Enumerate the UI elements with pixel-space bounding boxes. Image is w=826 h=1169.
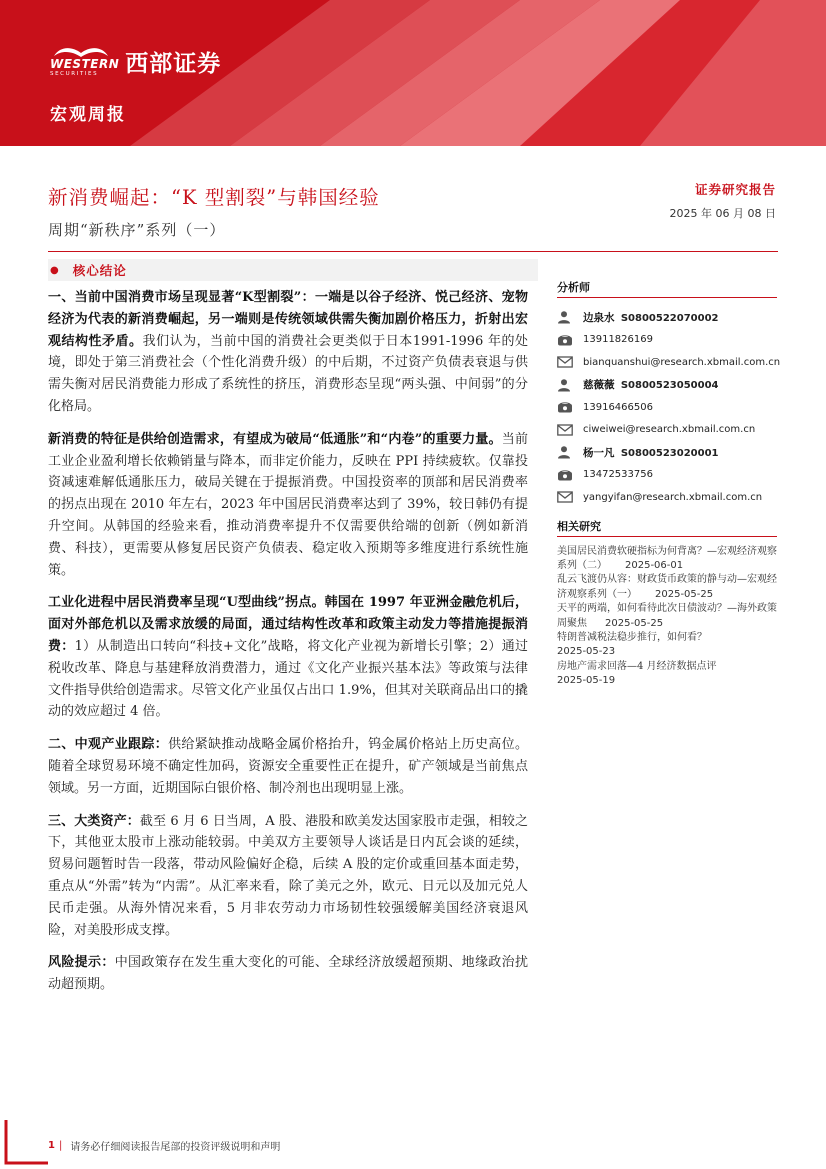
corner-bracket-decoration: [0, 1120, 48, 1169]
paragraph-3: [48, 592, 528, 723]
person-icon: [557, 309, 577, 325]
related-date: 2025-05-25: [605, 617, 664, 629]
analyst-phone-row: [557, 329, 777, 352]
analyst-email-row: [557, 351, 781, 374]
core-conclusion-title: 核心结论: [72, 263, 127, 278]
related-date: 2025-06-01: [625, 559, 684, 571]
analyst-name: 慈薇薇: [583, 379, 615, 392]
phone-icon: [557, 399, 577, 415]
related-title[interactable]: 天平的两端，如何看待此次日债波动？—海外政策周聚焦: [557, 603, 777, 629]
related-heading: 相关研究: [557, 517, 777, 537]
related-item[interactable]: [557, 573, 777, 602]
envelope-icon: [557, 354, 577, 370]
paragraph-4-text: 供给紧缺推动战略金属价格抬升，钨金属价格站上历史高位。随着全球贸易环境不确定性加码，资源安全重要性正在提升，矿产领域是当前焦点领域。另一方面，近期国际白银价格、制冷剂也出现明显上涨。: [48, 737, 528, 796]
core-conclusion-header: [48, 259, 538, 281]
analyst-phone-row: [557, 464, 777, 487]
logo-cn: 西部证券: [125, 50, 222, 77]
related-title[interactable]: 乱云飞渡仍从容：财政货币政策的静与动—宏观经济观察系列（一）: [557, 574, 777, 600]
bull-horns-icon: [50, 44, 112, 58]
logo-en-bottom: SECURITIES: [50, 71, 99, 77]
logo-en-top: WESTERN: [50, 57, 120, 71]
analyst-name-row: [557, 374, 777, 397]
risk-text: 中国政策存在发生重大变化的可能、全球经济放缓超预期、地缘政治扰动超预期。: [48, 955, 528, 993]
analyst-heading: 分析师: [557, 278, 777, 298]
envelope-icon: [557, 422, 577, 438]
report-type: 宏观周报: [50, 105, 126, 125]
analyst-name-row: [557, 441, 777, 464]
related-date: 2025-05-19: [557, 675, 616, 687]
analyst-email[interactable]: ciweiwei@research.xbmail.com.cn: [583, 424, 756, 436]
doc-type-label: 证券研究报告: [694, 182, 776, 197]
analyst-email-row: [557, 419, 777, 442]
analyst-cert: S0800523020001: [620, 447, 719, 459]
paragraph-2: [48, 429, 528, 582]
person-icon: [557, 377, 577, 393]
analyst-cert: S0800522070002: [620, 312, 719, 324]
analyst-phone: 13472533756: [583, 469, 653, 481]
analyst-phone-row: [557, 396, 777, 419]
brand-logo: [50, 44, 221, 78]
analyst-phone: 13916466506: [583, 401, 653, 413]
analyst-email[interactable]: yangyifan@research.xbmail.com.cn: [583, 491, 763, 503]
bullet-icon: ●: [50, 264, 59, 276]
page-title: 新消费崛起：“K 型割裂”与韩国经验: [48, 186, 380, 209]
related-title[interactable]: 美国居民消费软硬指标为何背离？—宏观经济观察系列（二）: [557, 545, 777, 571]
related-item[interactable]: [557, 545, 777, 574]
page-subtitle: 周期“新秩序”系列（一）: [48, 221, 226, 239]
analyst-cert: S0800523050004: [620, 380, 719, 392]
related-date: 2025-05-23: [557, 646, 616, 658]
related-item[interactable]: [557, 631, 777, 660]
sidebar: [557, 278, 781, 689]
title-divider: [48, 251, 778, 252]
related-title[interactable]: 房地产需求回落—4 月经济数据点评: [557, 660, 717, 672]
footer-notice: 请务必仔细阅读报告尾部的投资评级说明和声明: [70, 1142, 281, 1153]
analyst-email-row: [557, 486, 777, 509]
paragraph-5-text: 截至 6 月 6 日当周，A 股、港股和欧美发达国家股市走强，相较之下，其他亚太股市上涨动能较弱。中美双方主要领导人谈话是日内瓦会谈的延续，贸易问题暂时告一段落，带动风险偏好企稳，后续 A 股的定价或重回基本面走势，重点从“外需”转为“内需”。从汇率来看，除了美元之外，欧元、日元以及加元兑人民币走强。从海外情况来看，5 月非农劳动力市场韧性较强缓解美国经济衰退风险，对美股形成支撑。: [48, 813, 528, 938]
related-item[interactable]: [557, 602, 777, 631]
phone-icon: [557, 332, 577, 348]
paragraph-1: [48, 287, 528, 418]
report-date: 2025 年 06 月 08 日: [669, 207, 776, 220]
paragraph-1-lead: 一、当前中国消费市场呈现显著“K型割裂”：一端是以谷子经济、悦己经济、宠物经济为代表的新消费崛起，另一端则是传统领域供需失衡加剧价格压力，折射出宏观结构性矛盾。: [48, 290, 528, 349]
person-icon: [557, 444, 577, 460]
related-item[interactable]: [557, 660, 777, 689]
paragraph-4: [48, 734, 528, 799]
main-body: [48, 287, 528, 1007]
paragraph-risk: [48, 952, 528, 996]
risk-lead: 风险提示：: [48, 955, 115, 971]
paragraph-2-lead: 新消费的特征是供给创造需求，有望成为破局“低通胀”和“内卷”的重要力量。: [48, 431, 502, 447]
paragraph-3-lead: 工业化进程中居民消费率呈现“U型曲线”拐点。韩国在 1997 年亚洲金融危机后，面对外部危机以及需求放缓的局面，通过结构性改革和政策主动发力等措施提振消费：: [48, 595, 528, 654]
analyst-phone: 13911826169: [583, 334, 653, 346]
page-number: 1: [48, 1140, 55, 1151]
analyst-name-row: [557, 306, 777, 329]
paragraph-3-text: 1）从制造出口转向“科技+文化”战略，将文化产业视为新增长引擎；2）通过税收改革、降息与基建释放消费潜力，通过《文化产业振兴基本法》等政策与法律文件指导供给创造需求。尽管文化产业虽仅占出口 1.9%，但其对关联商品出口的撬动的效应超过 4 倍。: [48, 638, 528, 720]
paragraph-2-text: 当前工业企业盈利增长依赖销量与降本，而非定价能力，反映在 PPI 持续疲软。仅靠投资减速难解低通胀压力，破局关键在于提振消费。中国投资率的顶部和居民消费率的拐点出现在 2010 年左右，2023 年中国居民消费率达到了 39%，较日韩仍有提升空间。从韩国的经验来看，推动消费率提升不仅需要供给端的创新（例如新消费、科技），更需要从修复居民资产负债表、稳定收入预期等多维度进行系统性施策。: [48, 431, 528, 578]
paragraph-4-lead: 二、中观产业跟踪：: [48, 737, 169, 753]
envelope-icon: [557, 489, 577, 505]
paragraph-5-lead: 三、大类资产：: [48, 813, 140, 829]
analyst-email[interactable]: bianquanshui@research.xbmail.com.cn: [583, 356, 781, 368]
page-footer: [48, 1138, 280, 1153]
related-date: 2025-05-25: [655, 588, 714, 600]
paragraph-5: [48, 811, 528, 942]
related-title[interactable]: 特朗普减税法稳步推行，如何看？: [557, 631, 707, 643]
paragraph-1-text: 我们认为，当前中国的消费社会更类似于日本1991-1996 年的处境，即处于第三消费社会（个性化消费升级）的中后期，不过资产负债表衰退与供需失衡对居民消费能力形成了系统性的挤压，消费形态呈现“两头强、中间弱”的分化格局。: [48, 333, 528, 414]
analyst-name: 杨一凡: [583, 446, 615, 459]
header-banner: [0, 0, 826, 146]
footer-separator: |: [58, 1140, 63, 1151]
analyst-name: 边泉水: [583, 311, 615, 324]
phone-icon: [557, 467, 577, 483]
